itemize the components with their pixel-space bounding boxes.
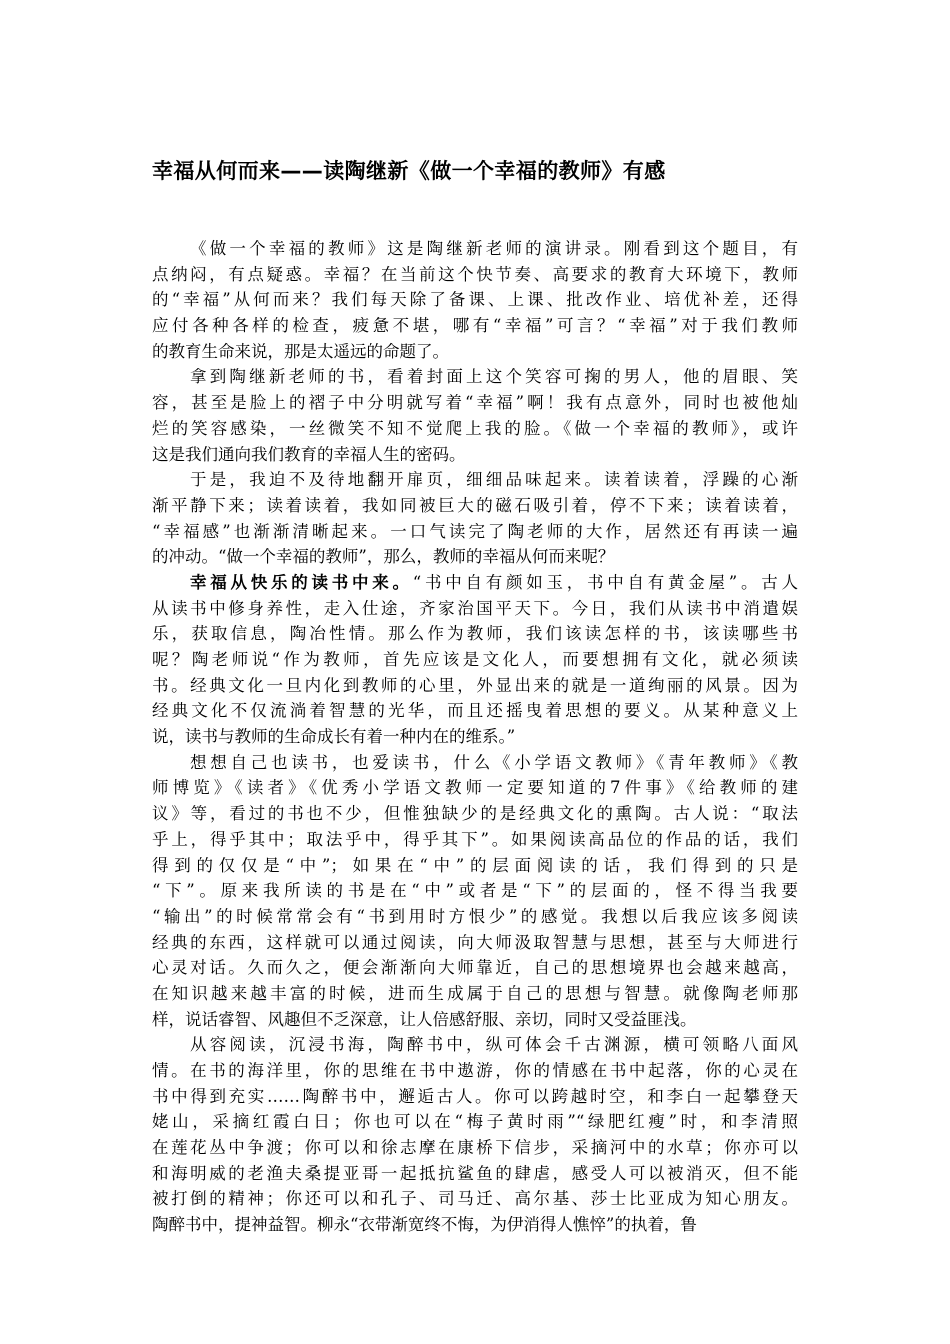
line-text: 情。在书的海洋里，你的思维在书中遨游，你的情感在书中起落，你的心灵在: [152, 1061, 798, 1080]
line-text: 在知识越来越丰富的时候，进而生成属于自己的思想与智慧。就像陶老师那: [152, 983, 798, 1003]
line-text: 渐平静下来；读着读着，我如同被巨大的磁石吸引着，停不下来；读着读着，: [152, 495, 798, 515]
line-text: 的“幸福”从何而来？我们每天除了备课、上课、批改作业、培优补差，还得: [152, 290, 798, 310]
line-text: 呢？陶老师说“作为教师，首先应该是文化人，而要想拥有文化，就必须读: [152, 650, 798, 669]
paragraph-line: [152, 827, 798, 853]
line-text: “书中自有颜如玉，书中自有黄金屋”。古人: [412, 572, 798, 592]
line-text: 乎上，得乎其中；取法乎中，得乎其下”。如果阅读高品位的作品的话，我们: [152, 829, 798, 849]
bold-lead-text: 幸福从快乐的读书中来。: [190, 572, 413, 592]
document-body: [152, 236, 798, 1238]
line-text: 样，说话睿智、风趣但不乏深意，让人倍感舒服、亲切，同时又受益匪浅。: [152, 1009, 697, 1029]
paragraph-line: [152, 1084, 798, 1110]
line-text: 点纳闷，有点疑惑。幸福？在当前这个快节奏、高要求的教育大环境下，教师: [152, 264, 798, 284]
paragraph-line: [152, 981, 798, 1007]
paragraph-line: [152, 1032, 798, 1058]
line-text: 经典文化不仅流淌着智慧的光华，而且还摇曳着思想的要义。从某种意义上: [152, 701, 798, 721]
paragraph-line: [152, 364, 798, 390]
line-text: 应付各种各样的检查，疲惫不堪，哪有“幸福”可言？“幸福”对于我们教师: [152, 316, 798, 336]
line-text: 姥山，采摘红霞白日；你也可以在“梅子黄时雨”“绿肥红瘦”时，和李清照: [152, 1112, 798, 1132]
line-text: 从容阅读，沉浸书海，陶醉书中，纵可体会千古渊源，横可领略八面风: [190, 1035, 798, 1055]
line-text: 于是，我迫不及待地翻开扉页，细细品味起来。读着读着，浮躁的心渐: [190, 470, 798, 490]
line-text: 得到的仅仅是“中”；如果在“中”的层面阅读的话，我们得到的只是: [152, 855, 798, 875]
paragraph-line: [152, 236, 798, 262]
paragraph-line: [152, 878, 798, 904]
paragraph-line: [152, 930, 798, 956]
line-text: 这是我们通向我们教育的幸福人生的密码。: [152, 444, 466, 464]
paragraph-line: [152, 775, 798, 801]
line-text: “输出”的时候常常会有“书到用时方恨少”的感觉。我想以后我应该多阅读: [152, 906, 798, 926]
paragraph-line: [152, 519, 798, 545]
paragraph: [152, 364, 798, 467]
paragraph-line: [152, 544, 798, 570]
paragraph-line: [152, 724, 798, 750]
line-text: 和海明威的老渔夫桑提亚哥一起抵抗鲨鱼的肆虐，感受人可以被消灭，但不能: [152, 1163, 798, 1183]
paragraph-line: [152, 698, 798, 724]
paragraph-line: [152, 904, 798, 930]
line-text: 书。经典文化一旦内化到教师的心里，外显出来的就是一道绚丽的风景。因为: [152, 675, 798, 695]
paragraph-line: [152, 570, 798, 596]
line-text: 从读书中修身养性，走入仕途，齐家治国平天下。今日，我们从读书中消遣娱: [152, 598, 798, 618]
line-text: 书中得到充实……陶醉书中，邂逅古人。你可以跨越时空，和李白一起攀登天: [152, 1086, 798, 1106]
paragraph-line: [152, 647, 798, 673]
paragraph-line: [152, 313, 798, 339]
document-title: 幸福从何而来——读陶继新《做一个幸福的教师》有感: [152, 159, 666, 183]
paragraph: [152, 1032, 798, 1238]
paragraph-line: [152, 442, 798, 468]
line-text: 拿到陶继新老师的书，看着封面上这个笑容可掬的男人，他的眉眼、笑: [190, 367, 798, 387]
paragraph-line: [152, 262, 798, 288]
line-text: 在莲花丛中争渡；你可以和徐志摩在康桥下信步，采摘河中的水草；你亦可以: [152, 1138, 798, 1158]
paragraph-line: [152, 673, 798, 699]
line-text: 被打倒的精神；你还可以和孔子、司马迁、高尔基、莎士比亚成为知心朋友。: [152, 1189, 798, 1209]
line-text: 的冲动。“做一个幸福的教师”，那么，教师的幸福从何而来呢？: [152, 547, 615, 567]
paragraph: [152, 467, 798, 570]
paragraph-line: [152, 493, 798, 519]
paragraph-line: [152, 596, 798, 622]
paragraph-line: [152, 1161, 798, 1187]
paragraph-line: [152, 339, 798, 365]
line-text: 陶醉书中，提神益智。柳永“衣带渐宽终不悔，为伊消得人憔悴”的执着，鲁: [152, 1215, 697, 1235]
paragraph-line: [152, 1109, 798, 1135]
line-text: 说，读书与教师的生命成长有着一种内在的维系。”: [152, 727, 516, 747]
paragraph-line: [152, 390, 798, 416]
paragraph-line: [152, 416, 798, 442]
paragraph: [152, 236, 798, 364]
paragraph-line: [152, 1135, 798, 1161]
paragraph-line: [152, 955, 798, 981]
line-text: 容，甚至是脸上的褶子中分明就写着“幸福”啊！我有点意外，同时也被他灿: [152, 393, 798, 413]
line-text: 烂的笑容感染，一丝微笑不知不觉爬上我的脸。《做一个幸福的教师》，或许: [152, 418, 798, 438]
paragraph: [152, 570, 798, 750]
line-text: 议》等，看过的书也不少，但惟独缺少的是经典文化的熏陶。古人说：“取法: [152, 804, 798, 824]
paragraph-line: [152, 853, 798, 879]
paragraph-line: [152, 1212, 798, 1238]
paragraph-line: [152, 287, 798, 313]
paragraph-line: [152, 621, 798, 647]
paragraph-line: [152, 467, 798, 493]
paragraph-line: [152, 750, 798, 776]
line-text: 心灵对话。久而久之，便会渐渐向大师靠近，自己的思想境界也会越来越高，: [152, 958, 798, 978]
line-text: 师博览》《读者》《优秀小学语文教师一定要知道的7件事》《给教师的建: [152, 778, 798, 798]
line-text: 经典的东西，这样就可以通过阅读，向大师汲取智慧与思想，甚至与大师进行: [152, 932, 798, 952]
line-text: “幸福感”也渐渐清晰起来。一口气读完了陶老师的大作，居然还有再读一遍: [152, 521, 798, 541]
line-text: 乐，获取信息，陶冶性情。那么作为教师，我们该读怎样的书，该读哪些书: [152, 624, 798, 644]
paragraph-line: [152, 1007, 798, 1033]
paragraph-line: [152, 1186, 798, 1212]
paragraph: [152, 750, 798, 1033]
line-text: 想想自己也读书，也爱读书，什么《小学语文教师》《青年教师》《教: [190, 752, 798, 772]
line-text: 《做一个幸福的教师》这是陶继新老师的演讲录。刚看到这个题目，有: [190, 239, 798, 258]
line-text: “下”。原来我所读的书是在“中”或者是“下”的层面的，怪不得当我要: [152, 881, 798, 901]
paragraph-line: [152, 801, 798, 827]
line-text: 的教育生命来说，那是太遥远的命题了。: [152, 341, 449, 361]
paragraph-line: [152, 1058, 798, 1084]
